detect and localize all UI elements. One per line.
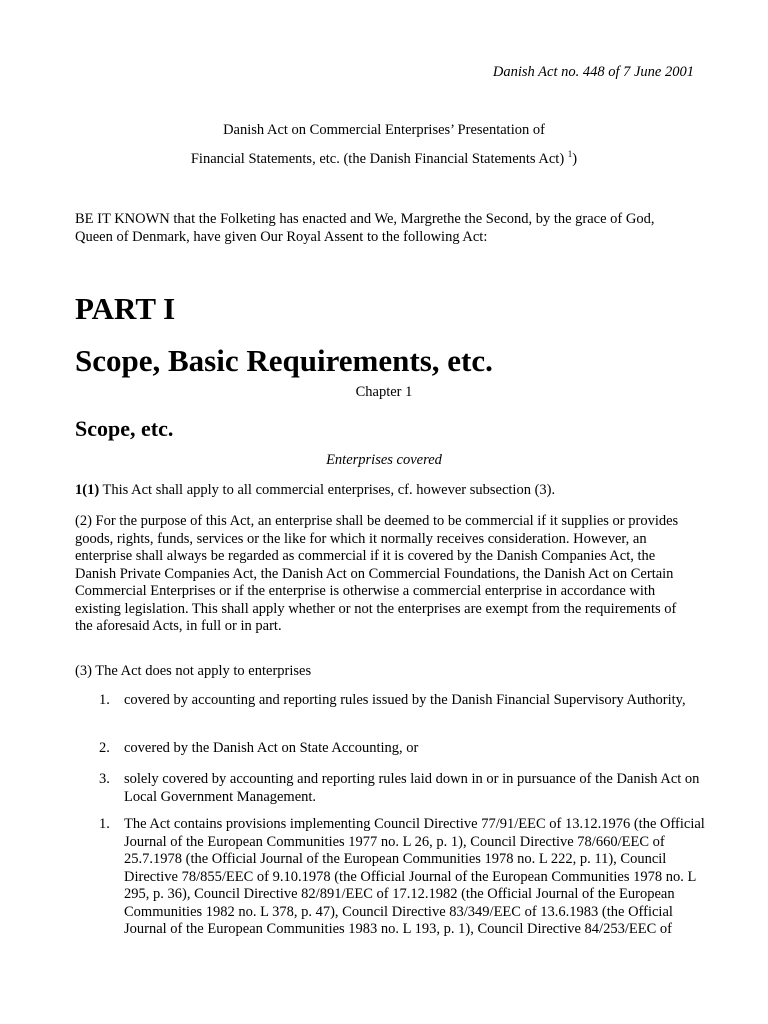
list-item [75, 771, 715, 806]
footnote-text: The Act contains provisions implementing Council Directive 77/91/EEC of 13.12.1976 (the Official Journal of the European Communities 1977 no. L 26, p. 1), Council Directive 78/660/EEC of 25.7.1978 (the Official Journal of the European Communities 1978 no. L 222, p. 11), Council Directive 78/855/EEC of 9.10.1978 (the Official Journal of the European Communities 1978 no. L 295, p. 36), Council Directive 82/891/EEC of 17.12.1982 (the Official Journal of the European Communities 1982 no. L 378, p. 47), Council Directive 83/349/EEC of 13.6.1983 (the Official Journal of the European Communities 1983 no. L 193, p. 1), Council Directive 84/253/EEC of [124, 816, 705, 937]
list-item-text: solely covered by accounting and reporting rules laid down in or in pursuance of the Danish Act on Local Government Management. [124, 771, 700, 805]
list-item [75, 692, 715, 740]
enactment-formula: BE IT KNOWN that the Folketing has enacted and We, Margrethe the Second, by the grace of God, Queen of Denmark, have given Our Royal Assent to the following Act: [75, 211, 655, 245]
list-item-number: 3. [99, 771, 110, 787]
section-1-subsection-3: (3) The Act does not apply to enterprises [75, 663, 312, 679]
act-title-line-1: Danish Act on Commercial Enterprises’ Presentation of [223, 122, 545, 138]
act-reference: Danish Act no. 448 of 7 June 2001 [492, 64, 694, 80]
part-number: PART I [75, 291, 176, 326]
section-1-subsection-1 [75, 482, 695, 500]
section-heading: Enterprises covered [326, 452, 442, 468]
footnote-number: 1. [99, 816, 110, 832]
exclusions-list [75, 692, 715, 806]
footnote-item [75, 816, 715, 939]
section-1-subsection-2: (2) For the purpose of this Act, an enterprise shall be deemed to be commercial if it supplies or provides goods, rights, funds, services or the like for which it normally receives consideration. However, an enterprise shall always be regarded as commercial if it is covered by the Danish Companies Act, the Danish Private Companies Act, the Danish Act on Commercial Foundations, the Danish Act on Certain Commercial Enterprises or if the enterprise is otherwise a commercial enterprise in accordance with existing legislation. This shall apply whether or not the enterprises are exempt from the requirements of the aforesaid Acts, in full or in part. [75, 513, 679, 634]
act-title-close: ) [572, 151, 578, 167]
chapter-number: Chapter 1 [355, 384, 413, 400]
section-label: 1(1) [75, 482, 100, 498]
section-1-text: This Act shall apply to all commercial enterprises, cf. however subsection (3). [99, 482, 556, 498]
list-item-text: covered by accounting and reporting rules issued by the Danish Financial Supervisory Authority, [124, 692, 686, 708]
footnote-mark[interactable]: 1 [567, 149, 573, 160]
part-title: Scope, Basic Requirements, etc. [75, 343, 493, 378]
list-item [75, 740, 715, 771]
chapter-title: Scope, etc. [75, 416, 174, 441]
act-title-line-2 [0, 151, 768, 168]
list-item-number: 1. [99, 692, 110, 708]
list-item-number: 2. [99, 740, 110, 756]
list-item-text: covered by the Danish Act on State Accounting, or [124, 740, 419, 756]
footnote-list [75, 816, 715, 939]
act-title-line-2-text: Financial Statements, etc. (the Danish Financial Statements Act) [190, 151, 568, 167]
